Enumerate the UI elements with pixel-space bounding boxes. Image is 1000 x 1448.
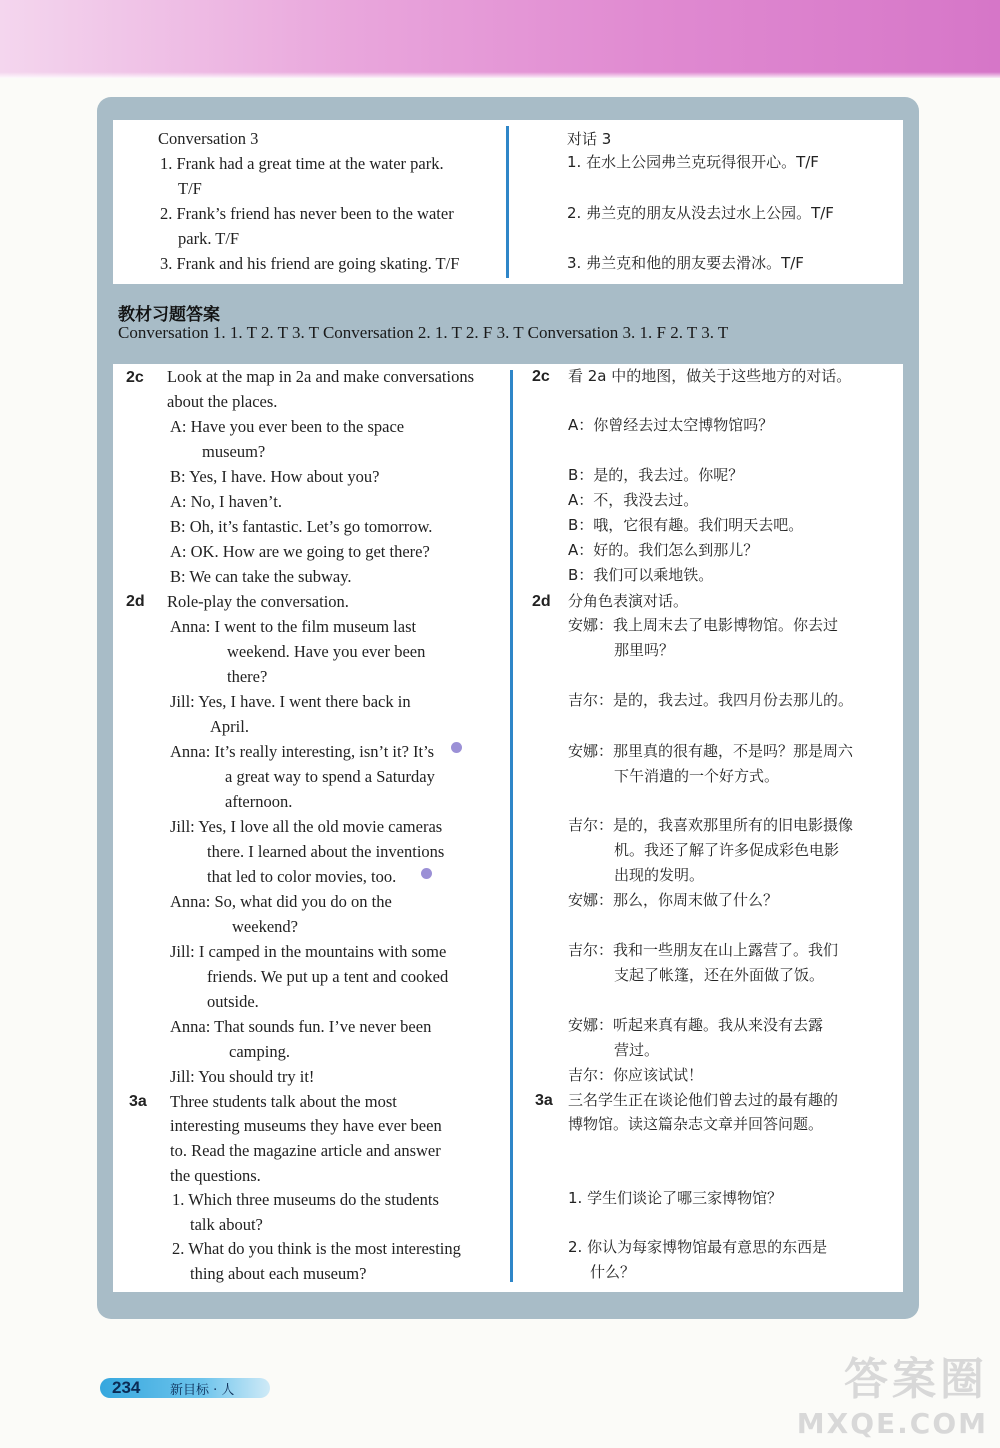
en-line: B: We can take the subway. [170, 567, 352, 586]
zh-line: 安娜：听起来真有趣。我从来没有去露 [568, 1016, 824, 1034]
en-line: weekend. Have you ever been [227, 642, 426, 661]
zh-line: 吉尔：是的，我喜欢那里所有的旧电影摄像 [568, 816, 854, 834]
en-line: museum? [202, 442, 266, 461]
zh-line: 博物馆。读这篇杂志文章并回答问题。 [568, 1115, 824, 1133]
zh-line: 机。我还了解了许多促成彩色电影 [614, 841, 840, 859]
zh-line: B：是的，我去过。你呢？ [568, 466, 744, 484]
en-line: weekend? [232, 917, 298, 936]
answers-text: Conversation 1. 1. T 2. T 3. T Conversation 2. 1. T 2. F 3. T Conversation 3. 1. F 2. T 3. T [118, 323, 729, 342]
exercise-3a-label: 3a [129, 1093, 147, 1110]
exercise-2d-label: 2d [126, 593, 145, 610]
en-line: talk about? [190, 1215, 263, 1234]
en-line: Anna: It’s really interesting, isn’t it? It’s [170, 742, 435, 761]
en-line: camping. [229, 1042, 290, 1061]
conv3-q1-zh: 1. 在水上公园弗兰克玩得很开心。T/F [567, 153, 819, 171]
conv3-q2-cont-en: park. T/F [178, 229, 240, 248]
conv3-q3-zh: 3. 弗兰克和他的朋友要去滑冰。T/F [567, 254, 804, 272]
watermark-line1: 答案圈 [844, 1354, 988, 1405]
en-line: about the places. [167, 392, 278, 411]
conv3-title-en: Conversation 3 [158, 129, 259, 148]
exercise-2c-label: 2c [126, 369, 144, 386]
zh-line: 支起了帐篷，还在外面做了饭。 [614, 966, 825, 984]
en-line: Look at the map in 2a and make conversations [167, 367, 474, 386]
zh-line: A：你曾经去过太空博物馆吗？ [568, 416, 774, 434]
zh-line: 什么？ [590, 1263, 636, 1281]
en-line: a great way to spend a Saturday [225, 767, 435, 786]
en-line: April. [210, 717, 249, 736]
zh-line: 那里吗？ [614, 641, 675, 659]
conv3-q2-en: 2. Frank’s friend has never been to the water [160, 204, 454, 223]
en-line: 1. Which three museums do the students [172, 1190, 439, 1209]
en-line: Three students talk about the most [170, 1092, 397, 1111]
en-line: Anna: I went to the film museum last [170, 617, 417, 636]
zh-line: 吉尔：是的，我去过。我四月份去那儿的。 [568, 691, 854, 709]
en-line: B: Yes, I have. How about you? [170, 467, 380, 486]
en-line: A: OK. How are we going to get there? [170, 542, 430, 561]
conv3-q1-en: 1. Frank had a great time at the water park. [160, 154, 444, 173]
en-line: A: No, I haven’t. [170, 492, 282, 511]
top-color-band [0, 0, 1000, 78]
zh-line: 分角色表演对话。 [568, 592, 689, 610]
zh-line: 2. 你认为每家博物馆最有意思的东西是 [568, 1238, 828, 1256]
watermark-logo [797, 1343, 988, 1440]
book-title: 新目标 · 人 [170, 1383, 235, 1398]
exercise-2c-label-zh: 2c [532, 368, 550, 385]
zh-line: 看 2a 中的地图，做关于这些地方的对话。 [568, 367, 852, 385]
en-line: thing about each museum? [190, 1264, 367, 1283]
zh-line: 安娜：那里真的很有趣，不是吗？那是周六 [568, 742, 854, 760]
column-divider-main [510, 370, 513, 1282]
en-line: that led to color movies, too. [207, 867, 397, 886]
en-line: 2. What do you think is the most interesting [172, 1239, 461, 1258]
zh-line: 1. 学生们谈论了哪三家博物馆？ [568, 1189, 783, 1207]
en-line: friends. We put up a tent and cooked [207, 967, 449, 986]
zh-line: 营过。 [614, 1041, 660, 1059]
zh-line: 安娜：那么，你周末做了什么？ [568, 891, 779, 909]
zh-line: 下午消遣的一个好方式。 [614, 767, 780, 785]
en-line: Anna: That sounds fun. I’ve never been [170, 1017, 432, 1036]
page-footer [100, 1378, 270, 1398]
en-line: the questions. [170, 1166, 261, 1185]
en-line: B: Oh, it’s fantastic. Let’s go tomorrow. [170, 517, 433, 536]
en-line: interesting museums they have ever been [170, 1116, 442, 1135]
zh-line: A：不，我没去过。 [568, 491, 699, 509]
zh-line: 出现的发明。 [614, 866, 705, 884]
watermark-line2: MXQE.COM [796, 1407, 988, 1440]
en-line: Jill: Yes, I have. I went there back in [170, 692, 411, 711]
zh-line: 三名学生正在谈论他们曾去过的最有趣的 [568, 1091, 839, 1109]
en-line: afternoon. [225, 792, 293, 811]
answers-heading: 教材习题答案 [118, 305, 220, 325]
audio-marker-icon [421, 868, 432, 879]
zh-line: B：哦，它很有趣。我们明天去吧。 [568, 516, 804, 534]
conv3-q3-en: 3. Frank and his friend are going skating. T/F [160, 254, 460, 273]
exercise-2d-label-zh: 2d [532, 593, 551, 610]
en-line: there? [227, 667, 268, 686]
en-line: Jill: I camped in the mountains with some [170, 942, 447, 961]
page-number: 234 [112, 1378, 141, 1397]
conv3-q2-zh: 2. 弗兰克的朋友从没去过水上公园。T/F [567, 204, 834, 222]
conv3-title-zh: 对话 3 [567, 130, 612, 148]
conv3-q1-tf-en: T/F [178, 179, 202, 198]
zh-line: 安娜：我上周末去了电影博物馆。你去过 [568, 616, 839, 634]
audio-marker-icon [451, 742, 462, 753]
zh-line: A：好的。我们怎么到那儿？ [568, 541, 759, 559]
exercise-3a-label-zh: 3a [535, 1092, 553, 1109]
zh-line: 吉尔：你应该试试！ [568, 1066, 704, 1084]
zh-line: 吉尔：我和一些朋友在山上露营了。我们 [568, 941, 839, 959]
en-line: Role-play the conversation. [167, 592, 349, 611]
en-line: there. I learned about the inventions [207, 842, 445, 861]
en-line: Anna: So, what did you do on the [170, 892, 392, 911]
en-line: Jill: Yes, I love all the old movie cameras [170, 817, 443, 836]
en-line: A: Have you ever been to the space [170, 417, 405, 436]
en-line: Jill: You should try it! [170, 1067, 315, 1086]
zh-line: B：我们可以乘地铁。 [568, 566, 714, 584]
en-line: outside. [207, 992, 259, 1011]
en-line: to. Read the magazine article and answer [170, 1141, 441, 1160]
column-divider [506, 126, 509, 278]
